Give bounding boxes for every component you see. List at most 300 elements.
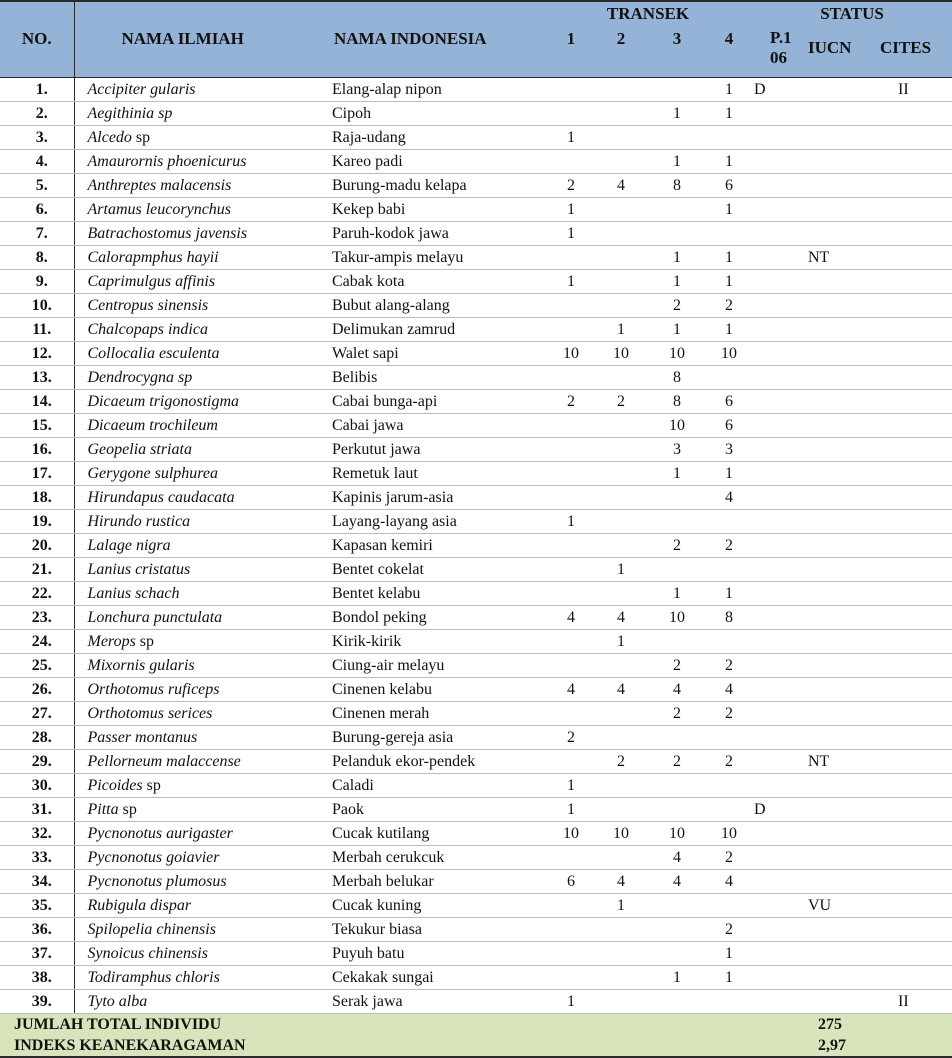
transek-1-count — [546, 965, 596, 989]
scientific-name-text: Dicaeum trigonostigma — [87, 392, 240, 410]
table-row — [0, 941, 952, 965]
scientific-name-text: Dendrocygna sp — [87, 368, 193, 386]
transek-3-count: 10 — [646, 413, 708, 437]
iucn-status — [808, 629, 880, 653]
transek-4-count — [708, 989, 750, 1013]
transek-2-count: 1 — [596, 317, 646, 341]
transek-2-count — [596, 701, 646, 725]
transek-1-count: 10 — [546, 341, 596, 365]
transek-4-count: 2 — [708, 749, 750, 773]
transek-1-count: 4 — [546, 605, 596, 629]
p106-status — [750, 725, 808, 749]
header-transek-4-label: 4 — [724, 29, 734, 49]
transek-4-count: 10 — [708, 341, 750, 365]
transek-1-count: 1 — [546, 197, 596, 221]
scientific-name — [74, 221, 332, 245]
iucn-status: VU — [808, 893, 880, 917]
cites-status — [880, 221, 952, 245]
header-no-label: NO. — [21, 29, 52, 49]
transek-1-count — [546, 101, 596, 125]
p106-status — [750, 389, 808, 413]
indonesian-name: Cabai jawa — [332, 413, 546, 437]
scientific-name — [74, 317, 332, 341]
iucn-status: NT — [808, 749, 880, 773]
indonesian-name: Remetuk laut — [332, 461, 546, 485]
cites-status — [880, 413, 952, 437]
transek-1-count: 1 — [546, 797, 596, 821]
transek-4-count: 1 — [708, 77, 750, 101]
cites-status — [880, 317, 952, 341]
transek-1-count — [546, 293, 596, 317]
transek-1-count: 2 — [546, 173, 596, 197]
transek-2-count: 10 — [596, 341, 646, 365]
transek-3-count — [646, 125, 708, 149]
scientific-name-suffix: sp — [135, 632, 155, 650]
p106-status — [750, 197, 808, 221]
row-number: 12. — [0, 341, 74, 365]
transek-4-count — [708, 557, 750, 581]
indonesian-name: Layang-layang asia — [332, 509, 546, 533]
iucn-status — [808, 317, 880, 341]
indonesian-name: Merbah belukar — [332, 869, 546, 893]
transek-1-count: 4 — [546, 677, 596, 701]
scientific-name — [74, 173, 332, 197]
transek-4-count: 6 — [708, 413, 750, 437]
scientific-name — [74, 413, 332, 437]
scientific-name-text: Caprimulgus affinis — [87, 272, 216, 290]
cites-status: II — [880, 989, 952, 1013]
transek-1-count — [546, 749, 596, 773]
cites-status — [880, 893, 952, 917]
iucn-status — [808, 821, 880, 845]
scientific-name-text: Collocalia esculenta — [87, 344, 220, 362]
scientific-name-text: Picoides — [87, 776, 143, 794]
scientific-name — [74, 893, 332, 917]
header-p106-line2: 06 — [770, 48, 787, 68]
table-row — [0, 629, 952, 653]
scientific-name-text: Pycnonotus goiavier — [87, 848, 220, 866]
header-scientific-name — [74, 1, 332, 77]
scientific-name-text: Lanius cristatus — [87, 560, 191, 578]
p106-status — [750, 821, 808, 845]
p106-status — [750, 605, 808, 629]
indonesian-name: Cabai bunga-api — [332, 389, 546, 413]
row-number: 4. — [0, 149, 74, 173]
cites-status — [880, 365, 952, 389]
p106-status — [750, 893, 808, 917]
cites-status — [880, 389, 952, 413]
iucn-status — [808, 341, 880, 365]
transek-1-count: 1 — [546, 509, 596, 533]
table-row — [0, 461, 952, 485]
indonesian-name: Walet sapi — [332, 341, 546, 365]
scientific-name-text: Pitta — [87, 800, 119, 818]
transek-1-count — [546, 317, 596, 341]
row-number: 3. — [0, 125, 74, 149]
cites-status — [880, 509, 952, 533]
cites-status — [880, 965, 952, 989]
row-number: 10. — [0, 293, 74, 317]
transek-2-count — [596, 461, 646, 485]
iucn-status — [808, 293, 880, 317]
transek-2-count — [596, 125, 646, 149]
iucn-status — [808, 413, 880, 437]
cites-status — [880, 749, 952, 773]
transek-4-count: 1 — [708, 101, 750, 125]
row-number: 20. — [0, 533, 74, 557]
row-number: 7. — [0, 221, 74, 245]
table-row — [0, 893, 952, 917]
scientific-name — [74, 821, 332, 845]
table-row — [0, 677, 952, 701]
table-row — [0, 389, 952, 413]
scientific-name-text: Accipiter gularis — [87, 80, 196, 98]
transek-3-count: 1 — [646, 245, 708, 269]
scientific-name-text: Chalcopaps indica — [87, 320, 208, 338]
table-row — [0, 653, 952, 677]
transek-3-count: 8 — [646, 173, 708, 197]
table-row — [0, 773, 952, 797]
row-number: 35. — [0, 893, 74, 917]
transek-4-count: 2 — [708, 653, 750, 677]
transek-3-count — [646, 893, 708, 917]
scientific-name — [74, 749, 332, 773]
cites-status — [880, 605, 952, 629]
scientific-name — [74, 101, 332, 125]
transek-2-count — [596, 77, 646, 101]
table-row — [0, 269, 952, 293]
table-row — [0, 293, 952, 317]
transek-4-count: 6 — [708, 173, 750, 197]
scientific-name — [74, 461, 332, 485]
transek-2-count — [596, 917, 646, 941]
transek-2-count: 4 — [596, 677, 646, 701]
transek-2-count: 4 — [596, 869, 646, 893]
transek-4-count — [708, 365, 750, 389]
transek-2-count: 1 — [596, 557, 646, 581]
transek-3-count — [646, 197, 708, 221]
iucn-status — [808, 269, 880, 293]
transek-1-count — [546, 581, 596, 605]
table-row — [0, 797, 952, 821]
iucn-status — [808, 509, 880, 533]
scientific-name-text: Lalage nigra — [87, 536, 171, 554]
row-number: 29. — [0, 749, 74, 773]
transek-4-count: 1 — [708, 317, 750, 341]
table-row — [0, 869, 952, 893]
transek-3-count — [646, 221, 708, 245]
row-number: 8. — [0, 245, 74, 269]
transek-4-count — [708, 629, 750, 653]
transek-4-count: 1 — [708, 149, 750, 173]
p106-status — [750, 869, 808, 893]
transek-1-count: 1 — [546, 773, 596, 797]
transek-4-count: 2 — [708, 533, 750, 557]
row-number: 15. — [0, 413, 74, 437]
header-cites-label: CITES — [880, 38, 932, 58]
transek-2-count: 2 — [596, 749, 646, 773]
row-number: 37. — [0, 941, 74, 965]
transek-2-count — [596, 725, 646, 749]
table-row — [0, 437, 952, 461]
transek-2-count: 4 — [596, 605, 646, 629]
cites-status — [880, 437, 952, 461]
cites-status — [880, 149, 952, 173]
p106-status — [750, 989, 808, 1013]
transek-1-count — [546, 77, 596, 101]
transek-1-count: 1 — [546, 269, 596, 293]
table-row — [0, 173, 952, 197]
indonesian-name: Cipoh — [332, 101, 546, 125]
transek-1-count — [546, 245, 596, 269]
transek-1-count — [546, 149, 596, 173]
p106-status — [750, 629, 808, 653]
header-p106-line1: P.1 — [770, 28, 792, 48]
transek-3-count — [646, 917, 708, 941]
scientific-name — [74, 557, 332, 581]
transek-3-count: 2 — [646, 533, 708, 557]
indonesian-name: Kirik-kirik — [332, 629, 546, 653]
transek-2-count: 10 — [596, 821, 646, 845]
table-row — [0, 845, 952, 869]
header-p106-label — [750, 28, 808, 68]
transek-4-count: 1 — [708, 269, 750, 293]
indonesian-name: Paruh-kodok jawa — [332, 221, 546, 245]
p106-status — [750, 101, 808, 125]
cites-status — [880, 701, 952, 725]
row-number: 24. — [0, 629, 74, 653]
scientific-name-text: Artamus leucorynchus — [87, 200, 232, 218]
table-row — [0, 725, 952, 749]
indonesian-name: Caladi — [332, 773, 546, 797]
iucn-status — [808, 365, 880, 389]
table-row — [0, 965, 952, 989]
scientific-name-text: Geopelia striata — [87, 440, 192, 458]
cites-status — [880, 653, 952, 677]
scientific-name — [74, 989, 332, 1013]
transek-2-count — [596, 245, 646, 269]
iucn-status — [808, 845, 880, 869]
table-row — [0, 605, 952, 629]
transek-3-count: 3 — [646, 437, 708, 461]
iucn-status — [808, 461, 880, 485]
row-number: 28. — [0, 725, 74, 749]
scientific-name-text: Hirundo rustica — [87, 512, 191, 530]
cites-status — [880, 629, 952, 653]
transek-1-count — [546, 365, 596, 389]
transek-4-count — [708, 509, 750, 533]
table-row — [0, 317, 952, 341]
indonesian-name: Tekukur biasa — [332, 917, 546, 941]
indonesian-name: Bondol peking — [332, 605, 546, 629]
scientific-name-text: Merops — [87, 632, 136, 650]
transek-2-count — [596, 509, 646, 533]
transek-2-count — [596, 941, 646, 965]
table-row — [0, 125, 952, 149]
scientific-name — [74, 365, 332, 389]
row-number: 22. — [0, 581, 74, 605]
scientific-name-text: Alcedo — [87, 128, 132, 146]
transek-1-count — [546, 557, 596, 581]
scientific-name — [74, 797, 332, 821]
transek-1-count — [546, 413, 596, 437]
scientific-name-text: Hirundapus caudacata — [87, 488, 235, 506]
transek-1-count: 1 — [546, 989, 596, 1013]
cites-status — [880, 917, 952, 941]
transek-2-count: 1 — [596, 629, 646, 653]
scientific-name-text: Calorapmphus hayii — [87, 248, 219, 266]
transek-1-count — [546, 461, 596, 485]
transek-2-count — [596, 365, 646, 389]
table-row — [0, 917, 952, 941]
transek-4-count: 2 — [708, 845, 750, 869]
transek-3-count: 4 — [646, 869, 708, 893]
cites-status — [880, 773, 952, 797]
table-row — [0, 581, 952, 605]
cites-status — [880, 821, 952, 845]
transek-2-count — [596, 581, 646, 605]
table-row — [0, 701, 952, 725]
scientific-name — [74, 845, 332, 869]
transek-3-count: 4 — [646, 845, 708, 869]
table-row — [0, 749, 952, 773]
scientific-name — [74, 77, 332, 101]
header-transek-2-label: 2 — [616, 29, 626, 49]
cites-status — [880, 533, 952, 557]
table-row — [0, 341, 952, 365]
row-number: 21. — [0, 557, 74, 581]
indonesian-name: Kapinis jarum-asia — [332, 485, 546, 509]
scientific-name-text: Spilopelia chinensis — [87, 920, 216, 938]
row-number: 25. — [0, 653, 74, 677]
indonesian-name: Perkutut jawa — [332, 437, 546, 461]
p106-status — [750, 653, 808, 677]
transek-4-count: 1 — [708, 581, 750, 605]
transek-3-count: 10 — [646, 341, 708, 365]
scientific-name — [74, 293, 332, 317]
iucn-status — [808, 581, 880, 605]
p106-status — [750, 965, 808, 989]
scientific-name-text: Batrachostomus javensis — [87, 224, 248, 242]
transek-2-count — [596, 221, 646, 245]
scientific-name — [74, 773, 332, 797]
scientific-name-text: Dicaeum trochileum — [87, 416, 218, 434]
transek-2-count — [596, 413, 646, 437]
transek-3-count: 2 — [646, 293, 708, 317]
scientific-name-text: Tyto alba — [87, 992, 148, 1010]
transek-1-count — [546, 485, 596, 509]
header-status-group: STATUS — [820, 4, 884, 23]
iucn-status — [808, 437, 880, 461]
cites-status — [880, 581, 952, 605]
cites-status — [880, 461, 952, 485]
scientific-name — [74, 149, 332, 173]
indonesian-name: Cabak kota — [332, 269, 546, 293]
header-transek-3-label: 3 — [672, 29, 682, 49]
row-number: 19. — [0, 509, 74, 533]
transek-1-count — [546, 653, 596, 677]
transek-2-count: 4 — [596, 173, 646, 197]
header-transek-4 — [708, 1, 750, 77]
iucn-status — [808, 125, 880, 149]
transek-4-count: 1 — [708, 245, 750, 269]
header-indonesian-name-label: NAMA INDONESIA — [334, 29, 487, 49]
iucn-status — [808, 197, 880, 221]
transek-3-count — [646, 989, 708, 1013]
indonesian-name: Cekakak sungai — [332, 965, 546, 989]
table-row — [0, 821, 952, 845]
indonesian-name: Puyuh batu — [332, 941, 546, 965]
scientific-name-suffix: sp — [142, 776, 161, 794]
row-number: 1. — [0, 77, 74, 101]
scientific-name — [74, 341, 332, 365]
cites-status — [880, 101, 952, 125]
p106-status — [750, 269, 808, 293]
transek-3-count — [646, 773, 708, 797]
row-number: 2. — [0, 101, 74, 125]
p106-status — [750, 173, 808, 197]
transek-1-count — [546, 437, 596, 461]
scientific-name-text: Lanius schach — [87, 584, 180, 602]
header-transek-group: TRANSEK — [606, 4, 690, 23]
indonesian-name: Burung-gereja asia — [332, 725, 546, 749]
indonesian-name: Elang-alap nipon — [332, 77, 546, 101]
scientific-name-text: Pycnonotus plumosus — [87, 872, 227, 890]
indonesian-name: Bentet cokelat — [332, 557, 546, 581]
transek-1-count — [546, 893, 596, 917]
header-p106 — [750, 1, 808, 77]
scientific-name-suffix: sp — [118, 800, 137, 818]
p106-status — [750, 461, 808, 485]
transek-1-count: 1 — [546, 221, 596, 245]
summary-index-value: 2,97 — [808, 1035, 880, 1057]
transek-3-count: 1 — [646, 269, 708, 293]
transek-2-count — [596, 797, 646, 821]
cites-status — [880, 869, 952, 893]
transek-3-count: 2 — [646, 701, 708, 725]
transek-3-count — [646, 941, 708, 965]
row-number: 31. — [0, 797, 74, 821]
indonesian-name: Cucak kuning — [332, 893, 546, 917]
transek-2-count — [596, 293, 646, 317]
indonesian-name: Bubut alang-alang — [332, 293, 546, 317]
iucn-status — [808, 941, 880, 965]
scientific-name-text: Amaurornis phoenicurus — [87, 152, 247, 170]
header-scientific-name-label: NAMA ILMIAH — [121, 29, 244, 49]
iucn-status — [808, 557, 880, 581]
indonesian-name: Pelanduk ekor-pendek — [332, 749, 546, 773]
scientific-name — [74, 677, 332, 701]
scientific-name — [74, 437, 332, 461]
transek-4-count: 4 — [708, 677, 750, 701]
cites-status — [880, 485, 952, 509]
header-indonesian-name — [332, 1, 546, 77]
iucn-status — [808, 533, 880, 557]
p106-status — [750, 773, 808, 797]
p106-status — [750, 245, 808, 269]
scientific-name — [74, 965, 332, 989]
cites-status — [880, 173, 952, 197]
cites-status — [880, 797, 952, 821]
p106-status — [750, 485, 808, 509]
transek-3-count — [646, 797, 708, 821]
scientific-name-text: Anthreptes malacensis — [87, 176, 232, 194]
header-iucn-label: IUCN — [808, 38, 852, 58]
transek-3-count: 8 — [646, 365, 708, 389]
indonesian-name: Serak jawa — [332, 989, 546, 1013]
transek-4-count: 2 — [708, 917, 750, 941]
transek-3-count: 10 — [646, 821, 708, 845]
